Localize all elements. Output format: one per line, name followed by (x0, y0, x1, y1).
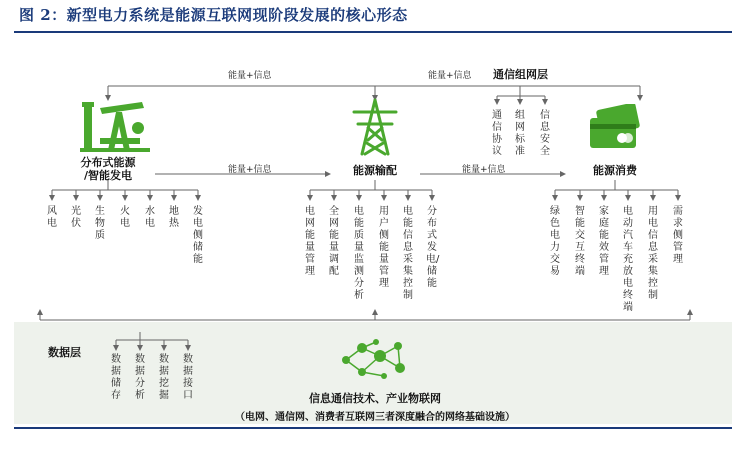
consumption-item: 家庭能效管理 (599, 206, 609, 277)
comm-layer-item: 通信协议 (492, 110, 502, 157)
source-item: 生物质 (95, 206, 105, 241)
consumption-node-title: 能源消费 (593, 164, 637, 177)
comm-layer-item: 组网标准 (515, 110, 525, 157)
figure-title: 图 2：新型电力系统是能源互联网现阶段发展的核心形态 (19, 6, 408, 24)
consumption-item: 电动汽车充放电终端 (623, 206, 633, 313)
transmission-item: 电能信息采集控制 (403, 206, 413, 301)
data-layer-item: 数据储存 (111, 354, 121, 401)
transmission-item: 全网能量调配 (329, 206, 339, 277)
data-layer-label: 信息通信技术、产业物联网 (309, 392, 441, 405)
power-tower-icon (350, 98, 400, 156)
comm-layer-item: 信息安全 (540, 110, 550, 157)
flow-label-mid-right: 能量+信息 (462, 165, 506, 175)
transmission-item: 电能质量监测分析 (354, 206, 364, 301)
consumption-item: 用电信息采集控制 (648, 206, 658, 301)
data-layer-title: 数据层 (48, 346, 81, 359)
network-graph-icon (338, 338, 412, 382)
transmission-item: 用户侧能量管理 (379, 206, 389, 289)
source-node-title-line1: 分布式能源 (80, 156, 136, 169)
consumption-item: 绿色电力交易 (550, 206, 560, 277)
flow-label-top-right: 能量+信息 (428, 71, 472, 81)
consumption-item: 智能交互终端 (575, 206, 585, 277)
credit-card-icon (588, 104, 644, 150)
data-layer-item: 数据分析 (135, 354, 145, 401)
flow-label-top-left: 能量+信息 (228, 71, 272, 81)
oil-pump-icon (80, 98, 150, 153)
transmission-item: 分布式发电/储能 (426, 206, 440, 289)
source-node-title (72, 156, 144, 182)
source-node-title-line2: /智能发电 (83, 169, 133, 182)
data-layer-item: 数据挖掘 (159, 354, 169, 401)
source-item: 光伏 (71, 206, 81, 229)
source-item: 水电 (145, 206, 155, 229)
transmission-item: 电网能量管理 (305, 206, 315, 277)
data-layer-item: 数据接口 (183, 354, 193, 401)
source-item: 地热 (169, 206, 179, 229)
comm-layer-title: 通信组网层 (493, 68, 548, 81)
data-layer-caption: （电网、通信网、消费者互联网三者深度融合的网络基础设施） (235, 412, 515, 423)
consumption-item: 需求侧管理 (673, 206, 683, 265)
source-item: 发电侧储能 (193, 206, 203, 265)
source-item: 火电 (120, 206, 130, 229)
source-item: 风电 (47, 206, 57, 229)
flow-label-mid-left: 能量+信息 (228, 165, 272, 175)
transmission-node-title: 能源输配 (353, 164, 397, 177)
